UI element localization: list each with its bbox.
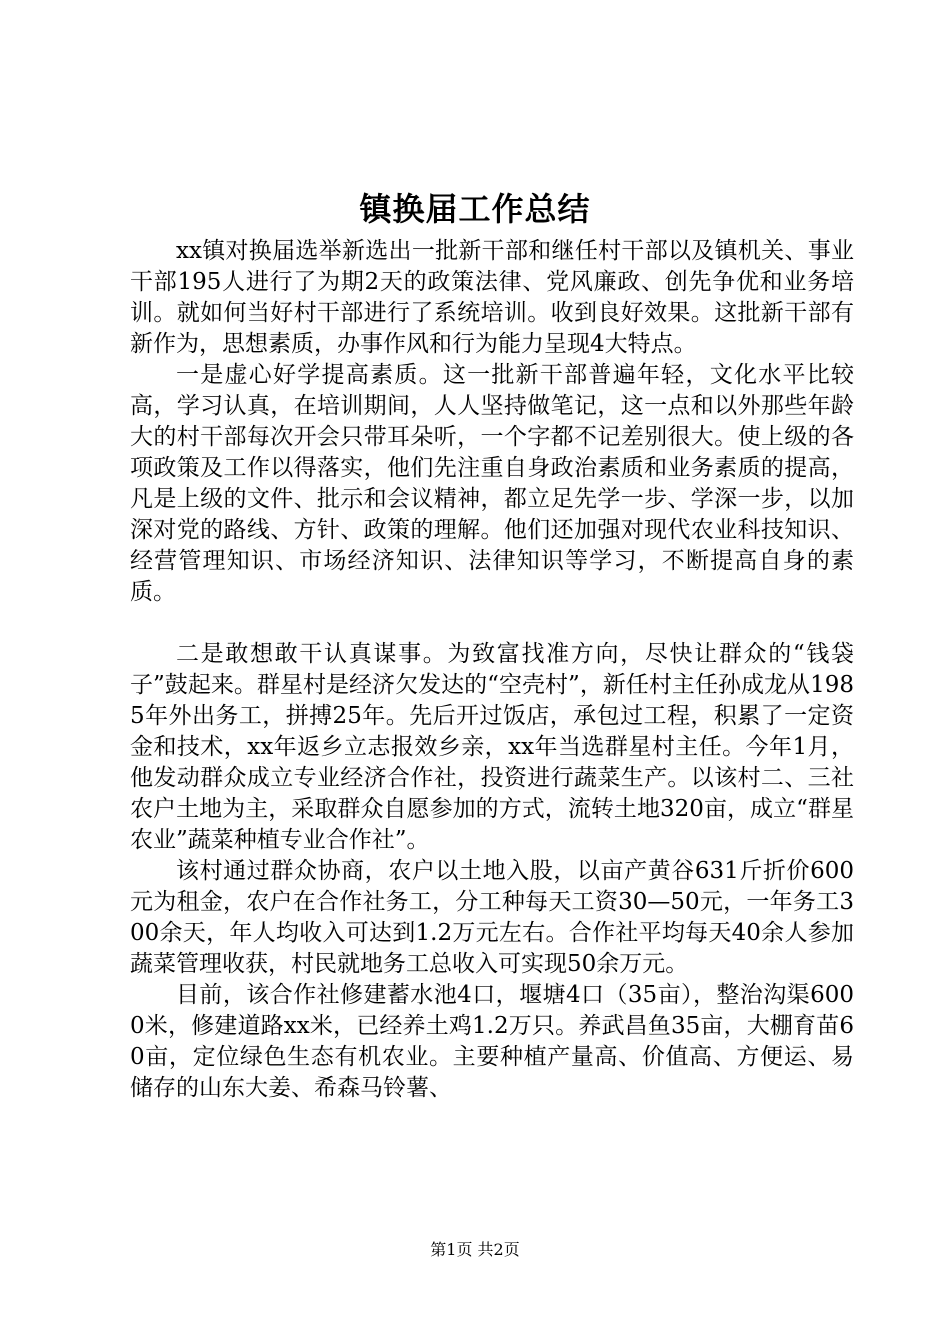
paragraph-point-one: 一是虚心好学提高素质。这一批新干部普遍年轻，文化水平比较高，学习认真，在培训期间，人人坚持做笔记，这一点和以外那些年龄大的村干部每次开会只带耳朵听，一个字都不记差别很大。使上级的各项政策及工作以得落实，他们先注重自身政治素质和业务素质的提高，凡是上级的文件、批示和会议精神，都立足先学一步、学深一步，以加深对党的路线、方针、政策的理解。他们还加强对现代农业科技知识、经营管理知识、市场经济知识、法律知识等学习，不断提高自身的素质。 xyxy=(130,362,854,605)
document-title: 镇换届工作总结 xyxy=(359,190,591,228)
paragraph-cooperative-income: 该村通过群众协商，农户以土地入股，以亩产黄谷631斤折价600元为租金，农户在合作社务工，分工种每天工资30—50元，一年务工300余天，年人均收入可达到1.2万元左右。合作社平均每天40余人参加蔬菜管理收获，村民就地务工总收入可实现50余万元。 xyxy=(130,858,854,977)
page-number-footer: 第1页 共2页 xyxy=(430,1240,520,1259)
paragraph-intro: xx镇对换届选举新选出一批新干部和继任村干部以及镇机关、事业干部195人进行了为期2天的政策法律、党风廉政、创先争优和业务培训。就如何当好村干部进行了系统培训。收到良好效果。这批新干部有新作为，思想素质，办事作风和行为能力呈现4大特点。 xyxy=(130,238,854,357)
paragraph-point-two: 二是敢想敢干认真谋事。为致富找准方向，尽快让群众的“钱袋子”鼓起来。群星村是经济欠发达的“空壳村”，新任村主任孙成龙从1985年外出务工，拼搏25年。先后开过饭店，承包过工程，积累了一定资金和技术，xx年返乡立志报效乡亲，xx年当选群星村主任。今年1月，他发动群众成立专业经济合作社，投资进行蔬菜生产。以该村二、三社农户土地为主，采取群众自愿参加的方式，流转土地320亩，成立“群星农业”蔬菜种植专业合作社”。 xyxy=(130,641,854,853)
document-body xyxy=(130,236,854,1104)
paragraph-current-progress: 目前，该合作社修建蓄水池4口，堰塘4口（35亩），整治沟渠6000米，修建道路xx米，已经养土鸡1.2万只。养武昌鱼35亩，大棚育苗60亩，定位绿色生态有机农业。主要种植产量高、价值高、方便运、易储存的山东大姜、希森马铃薯、 xyxy=(130,982,854,1101)
